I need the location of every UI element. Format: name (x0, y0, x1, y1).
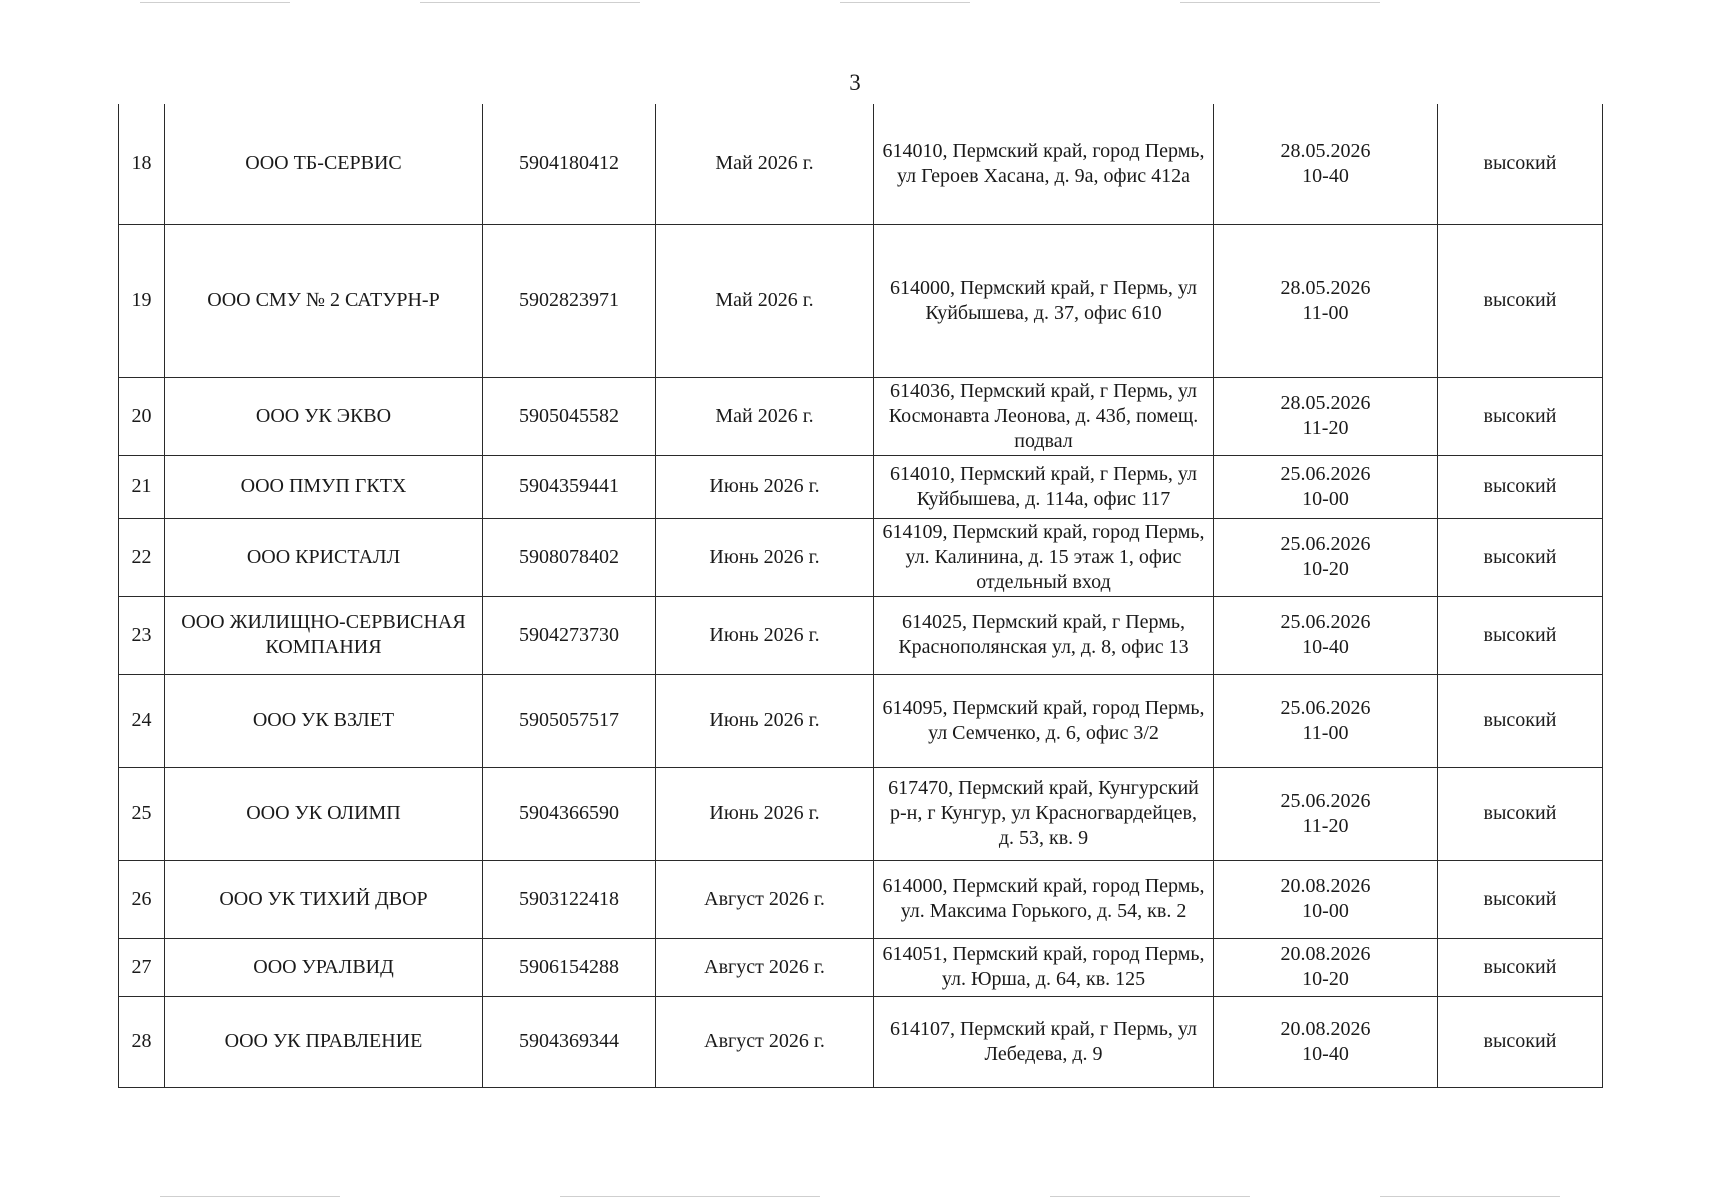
table-row (119, 938, 1603, 996)
organization-name: ООО УК ЭКВО (165, 377, 483, 455)
inn: 5906154288 (483, 938, 656, 996)
time: 11-20 (1302, 417, 1349, 439)
time: 11-00 (1302, 721, 1349, 744)
risk-level: высокий (1438, 596, 1603, 674)
time: 11-00 (1302, 301, 1349, 324)
date: 25.06.2026 (1280, 462, 1371, 485)
organization-name: ООО УК ОЛИМП (165, 767, 483, 860)
organization-name: ООО УК ПРАВЛЕНИЕ (165, 996, 483, 1087)
row-number: 20 (119, 377, 165, 455)
time: 10-40 (1302, 636, 1349, 658)
inn: 5904359441 (483, 455, 656, 518)
inn: 5908078402 (483, 518, 656, 596)
organization-name: ООО ЖИЛИЩНО-СЕРВИСНАЯ КОМПАНИЯ (165, 596, 483, 674)
address: 614107, Пермский край, г Пермь, ул Лебедева, д. 9 (874, 996, 1214, 1087)
time: 10-00 (1302, 900, 1349, 922)
scan-edge-mark (560, 1196, 820, 1197)
date: 25.06.2026 (1280, 533, 1371, 555)
row-number: 27 (119, 938, 165, 996)
inn: 5903122418 (483, 860, 656, 938)
organization-name: ООО КРИСТАЛЛ (165, 518, 483, 596)
planned-month: Июнь 2026 г. (656, 518, 874, 596)
risk-level: высокий (1438, 518, 1603, 596)
scan-edge-mark (140, 2, 290, 3)
page-number: 3 (849, 70, 861, 95)
date-time (1214, 596, 1438, 674)
time: 10-20 (1302, 968, 1349, 990)
scan-edge-mark (1380, 1196, 1560, 1197)
time: 10-20 (1302, 558, 1349, 580)
scan-edge-mark (420, 2, 640, 3)
risk-level: высокий (1438, 860, 1603, 938)
inn: 5904369344 (483, 996, 656, 1087)
organization-name: ООО СМУ № 2 САТУРН-Р (165, 224, 483, 377)
table-row (119, 996, 1603, 1087)
planned-month: Август 2026 г. (656, 996, 874, 1087)
date: 20.08.2026 (1280, 943, 1371, 965)
row-number: 23 (119, 596, 165, 674)
date-time (1214, 104, 1438, 224)
table-row (119, 860, 1603, 938)
organization-name: ООО УК ТИХИЙ ДВОР (165, 860, 483, 938)
organization-name: ООО УК ВЗЛЕТ (165, 674, 483, 767)
address: 617470, Пермский край, Кунгурский р-н, г Кунгур, ул Красногвардейцев, д. 53, кв. 9 (874, 767, 1214, 860)
inn: 5904273730 (483, 596, 656, 674)
planned-month: Август 2026 г. (656, 938, 874, 996)
planned-month: Май 2026 г. (656, 104, 874, 224)
time: 10-00 (1302, 487, 1349, 510)
address: 614010, Пермский край, г Пермь, ул Куйбышева, д. 114а, офис 117 (874, 455, 1214, 518)
inn: 5905057517 (483, 674, 656, 767)
inspection-schedule-table (118, 104, 1603, 1088)
planned-month: Май 2026 г. (656, 377, 874, 455)
address: 614000, Пермский край, г Пермь, ул Куйбышева, д. 37, офис 610 (874, 224, 1214, 377)
planned-month: Июнь 2026 г. (656, 767, 874, 860)
risk-level: высокий (1438, 674, 1603, 767)
address: 614025, Пермский край, г Пермь, Краснополянская ул, д. 8, офис 13 (874, 596, 1214, 674)
date: 20.08.2026 (1280, 1017, 1371, 1040)
scan-edge-mark (1050, 1196, 1250, 1197)
address: 614036, Пермский край, г Пермь, ул Космонавта Леонова, д. 43б, помещ. подвал (874, 377, 1214, 455)
date: 28.05.2026 (1280, 139, 1371, 162)
table-row (119, 377, 1603, 455)
time: 10-40 (1302, 164, 1349, 187)
risk-level: высокий (1438, 996, 1603, 1087)
date: 28.05.2026 (1280, 392, 1371, 414)
date: 20.08.2026 (1280, 875, 1371, 897)
risk-level: высокий (1438, 767, 1603, 860)
row-number: 28 (119, 996, 165, 1087)
date-time (1214, 938, 1438, 996)
scan-edge-mark (1180, 2, 1380, 3)
date-time (1214, 224, 1438, 377)
row-number: 19 (119, 224, 165, 377)
address: 614000, Пермский край, город Пермь, ул. Максима Горького, д. 54, кв. 2 (874, 860, 1214, 938)
date-time (1214, 996, 1438, 1087)
address: 614095, Пермский край, город Пермь, ул Семченко, д. 6, офис 3/2 (874, 674, 1214, 767)
risk-level: высокий (1438, 104, 1603, 224)
inn: 5904180412 (483, 104, 656, 224)
table-body (119, 104, 1603, 1087)
table-row (119, 455, 1603, 518)
risk-level: высокий (1438, 377, 1603, 455)
row-number: 21 (119, 455, 165, 518)
date-time (1214, 377, 1438, 455)
planned-month: Июнь 2026 г. (656, 455, 874, 518)
inn: 5905045582 (483, 377, 656, 455)
date-time (1214, 767, 1438, 860)
planned-month: Июнь 2026 г. (656, 674, 874, 767)
table-row (119, 596, 1603, 674)
address: 614109, Пермский край, город Пермь, ул. Калинина, д. 15 этаж 1, офис отдельный вход (874, 518, 1214, 596)
organization-name: ООО ПМУП ГКТХ (165, 455, 483, 518)
inn: 5904366590 (483, 767, 656, 860)
row-number: 25 (119, 767, 165, 860)
row-number: 24 (119, 674, 165, 767)
date: 25.06.2026 (1280, 696, 1371, 719)
row-number: 18 (119, 104, 165, 224)
date: 25.06.2026 (1280, 789, 1371, 812)
time: 11-20 (1302, 814, 1349, 837)
date-time (1214, 455, 1438, 518)
risk-level: высокий (1438, 455, 1603, 518)
table-row (119, 674, 1603, 767)
planned-month: Май 2026 г. (656, 224, 874, 377)
table-row (119, 224, 1603, 377)
risk-level: высокий (1438, 938, 1603, 996)
table-row (119, 104, 1603, 224)
row-number: 22 (119, 518, 165, 596)
table-row (119, 518, 1603, 596)
time: 10-40 (1302, 1042, 1349, 1065)
risk-level: высокий (1438, 224, 1603, 377)
date: 25.06.2026 (1280, 611, 1371, 633)
scan-edge-mark (840, 2, 970, 3)
address: 614010, Пермский край, город Пермь, ул Героев Хасана, д. 9а, офис 412а (874, 104, 1214, 224)
date: 28.05.2026 (1280, 276, 1371, 299)
address: 614051, Пермский край, город Пермь, ул. Юрша, д. 64, кв. 125 (874, 938, 1214, 996)
date-time (1214, 518, 1438, 596)
scan-edge-mark (160, 1196, 340, 1197)
row-number: 26 (119, 860, 165, 938)
planned-month: Июнь 2026 г. (656, 596, 874, 674)
organization-name: ООО УРАЛВИД (165, 938, 483, 996)
date-time (1214, 674, 1438, 767)
date-time (1214, 860, 1438, 938)
organization-name: ООО ТБ-СЕРВИС (165, 104, 483, 224)
table-row (119, 767, 1603, 860)
inn: 5902823971 (483, 224, 656, 377)
planned-month: Август 2026 г. (656, 860, 874, 938)
